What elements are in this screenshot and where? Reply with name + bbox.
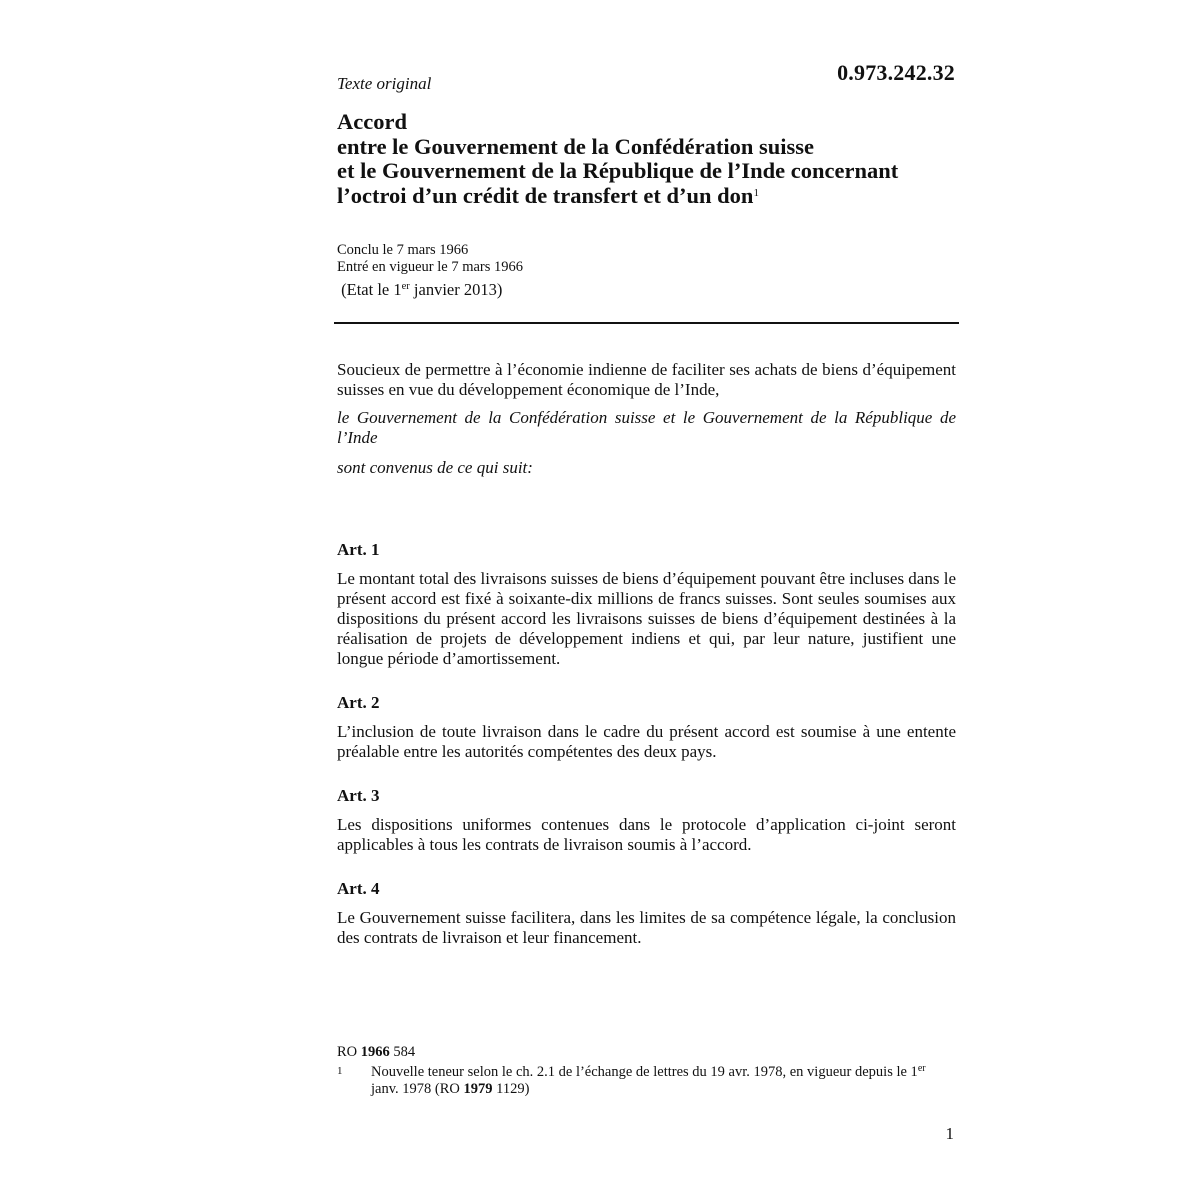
ro-reference <box>337 1044 956 1061</box>
document-meta <box>337 242 956 301</box>
title-line-3: et le Gouvernement de la République de l’Inde concernant <box>337 158 899 183</box>
preamble <box>337 360 956 478</box>
status-prefix: (Etat le 1 <box>341 280 402 299</box>
footnote-text-c: 1129) <box>492 1081 530 1097</box>
footnote-year: 1979 <box>463 1081 493 1097</box>
in-force-date: Entré en vigueur le 7 mars 1966 <box>337 259 524 275</box>
sr-number: 0.973.242.32 <box>837 60 955 85</box>
footnotes <box>337 1044 956 1098</box>
article-title: Art. 1 <box>337 540 380 559</box>
title-line-2: entre le Gouvernement de la Confédération suisse <box>337 133 815 159</box>
footnote-1 <box>337 1064 956 1098</box>
preamble-parties: le Gouvernement de la Confédération suisse et le Gouvernement de la République de l’Inde <box>337 408 956 447</box>
article-text: Les dispositions uniformes contenues dans le protocole d’application ci-joint seront applicables à tous les contrats de livraison soumis à l’accord. <box>337 815 956 854</box>
document-title <box>337 110 956 208</box>
article-text: Le montant total des livraisons suisses de biens d’équipement pouvant être incluses dans le présent accord est fixé à soixante-dix millions de francs suisses. Sont seules soumises aux dispositions du présent accord les livraisons suisses de biens d’équipement destinées à la réalisation de projets de développement indiens et qui, par leur nature, justifient une longue période d’amortissement. <box>337 569 956 668</box>
preamble-agreed: sont convenus de ce qui suit: <box>337 458 533 477</box>
header-divider <box>334 322 959 324</box>
article-title: Art. 3 <box>337 786 380 805</box>
article-4 <box>337 879 956 948</box>
footnote-text-a: Nouvelle teneur selon le ch. 2.1 de l’échange de lettres du 19 avr. 1978, en vigueur depuis le 1 <box>371 1064 918 1080</box>
footnote-text-b: janv. 1978 (RO <box>371 1081 464 1097</box>
title-line-4-text: l’octroi d’un crédit de transfert et d’un don <box>337 182 754 208</box>
article-1 <box>337 540 956 669</box>
preamble-paragraph: Soucieux de permettre à l’économie indienne de faciliter ses achats de biens d’équipement suisses en vue du développement économique de l’Inde, <box>337 360 956 399</box>
status-suffix: janvier 2013) <box>409 280 503 299</box>
status-date <box>337 279 956 301</box>
article-title: Art. 4 <box>337 879 380 898</box>
concluded-date: Conclu le 7 mars 1966 <box>337 242 469 258</box>
article-text: Le Gouvernement suisse facilitera, dans les limites de sa compétence légale, la conclusion des contrats de livraison et leur financement. <box>337 908 956 947</box>
article-text: L’inclusion de toute livraison dans le cadre du présent accord est soumise à une entente préalable entre les autorités compétentes des deux pays. <box>337 722 956 761</box>
footnote-text <box>371 1064 956 1098</box>
ro-page: 584 <box>389 1044 416 1060</box>
articles <box>337 540 956 972</box>
ro-year: 1966 <box>360 1044 390 1060</box>
title-line-4 <box>337 184 956 209</box>
page-number: 1 <box>945 1124 954 1143</box>
footnote-sup: er <box>917 1063 926 1074</box>
status-sup: er <box>401 281 410 292</box>
footnote-mark: 1 <box>337 1065 343 1077</box>
article-2 <box>337 693 956 762</box>
title-line-1: Accord <box>337 109 407 134</box>
article-3 <box>337 786 956 855</box>
title-footnote-ref[interactable]: 1 <box>753 186 759 199</box>
original-text-label: Texte original <box>337 74 432 93</box>
article-title: Art. 2 <box>337 693 380 712</box>
ro-prefix: RO <box>337 1044 361 1060</box>
